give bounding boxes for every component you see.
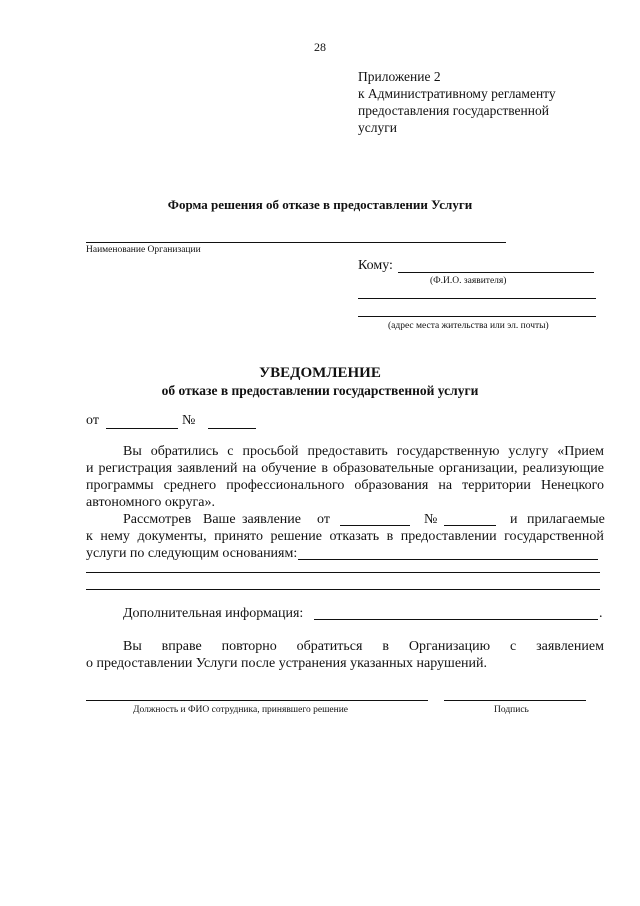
date-number-row [86,413,99,429]
attached-word: прилагаемые [527,512,605,527]
appendix-line: Приложение 2 [358,69,441,84]
request-paragraph [86,443,604,511]
grounds-line-1 [298,559,598,560]
signature-line [444,700,586,701]
paragraph-line: автономного округа». [86,495,215,510]
paragraph-line: программы среднего профессионального образования на территории Ненецкого [86,478,604,493]
decision-paragraph-line: к нему документы, принято решение отказать в предоставлении государственной [86,529,604,544]
recipient-address-line-2 [358,316,596,317]
grounds-line-3 [86,589,600,590]
fio-caption: (Ф.И.О. заявителя) [430,276,507,286]
notice-title: УВЕДОМЛЕНИЕ [259,365,381,381]
reviewed-word: Рассмотрев [123,512,192,527]
paragraph-line: Вы обратились с просьбой предоставить государственную услугу «Прием [123,444,604,459]
position-caption: Должность и ФИО сотрудника, принявшего решение [133,705,348,715]
decision-number-line [208,428,256,429]
appendix-line: услуги [358,120,397,135]
application-number-label: № [424,512,438,527]
reapply-paragraph-line-2: о предоставлении Услуги после устранения указанных нарушений. [86,656,488,671]
recipient-name-line [398,272,594,273]
organization-caption: Наименование Организации [86,245,201,255]
application-date-line [340,525,410,526]
recipient-address-line-1 [358,298,596,299]
and-word: и [510,512,518,527]
address-caption: (адрес места жительства или эл. почты) [388,321,549,331]
from-label: от [86,413,99,428]
paragraph-line: и регистрация заявлений на обучение в образовательные организации, реализующие [86,461,604,476]
notice-subtitle: об отказе в предоставлении государственной услуги [161,383,479,398]
page-number: 28 [314,40,326,54]
number-label: № [182,413,196,428]
position-name-line [86,700,428,701]
your-word: Ваше [203,512,236,527]
additional-info-line [314,619,598,620]
application-word: заявление [242,512,302,527]
form-title: Форма решения об отказе в предоставлении Услуги [167,197,473,212]
organization-name-line [86,242,506,243]
reapply-paragraph-line: Вы вправе повторно обратиться в Организацию с заявлением [123,639,604,654]
appendix-line: к Административному регламенту [358,86,556,101]
additional-info-end: . [599,606,603,621]
decision-date-line [106,428,178,429]
application-from-label: от [317,512,330,527]
application-number-line [444,525,496,526]
appendix-block [358,68,556,136]
appendix-line: предоставления государственной [358,103,549,118]
grounds-label: услуги по следующим основаниям: [86,546,298,561]
additional-info-label: Дополнительная информация: [123,606,304,621]
grounds-line-2 [86,572,600,573]
to-label: Кому: [358,258,393,273]
signature-caption: Подпись [494,705,529,715]
